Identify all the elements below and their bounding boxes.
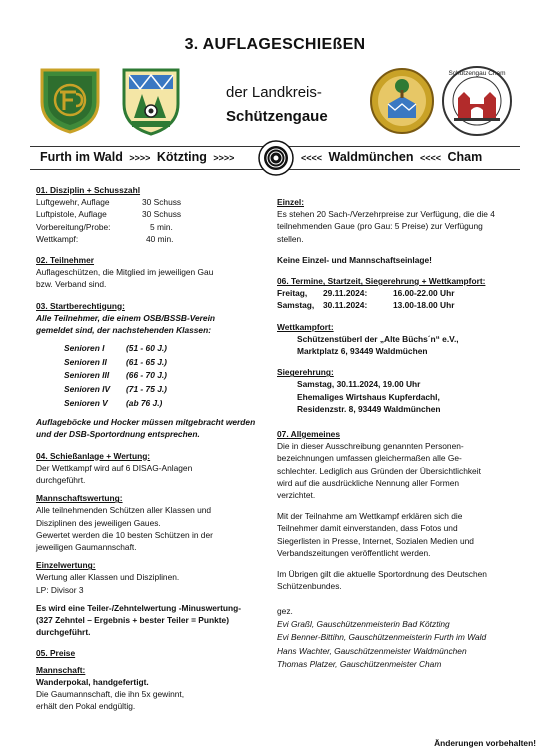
class-row: Senioren I (51 - 60 J.) [64,343,167,354]
single-scoring-line: LP: Divisor 3 [36,584,84,595]
class-row: Senioren V (ab 76 J.) [64,397,163,408]
eligibility-intro: Alle Teilnehmer, die einem OSB/BSSB-Verein [36,312,216,323]
class-row: Senioren II (61 - 65 J.) [64,356,167,367]
team-scoring-line: jeweiligen Gaumannschaft. [36,542,137,553]
left-column [36,184,271,712]
venue-heading: Wettkampfort: [277,321,334,332]
route-arrows-4: <<<< [419,153,441,163]
single-prize-heading: Einzel: [277,197,304,207]
subtitle-line-1: der Landkreis- [226,84,322,101]
koetzting-gau-logo [120,66,182,136]
ceremony-line: Ehemaliges Wirtshaus Kupferdachl, [297,391,440,402]
route-arrows-2: >>>> [213,153,235,163]
signature-line: Evi Benner-Bittihn, Gauschützenmeisterin Furth im Wald [277,632,487,643]
team-scoring-line: Disziplinen des jeweiligen Gaues. [36,517,161,528]
general-p2-line: Mit der Teilnahme am Wettkampf erklären sich die [277,511,463,522]
range-line: durchgeführt. [36,475,86,486]
participants-line: bzw. Verband sind. [36,279,107,290]
discipline-row: Wettkampf: 40 min. [36,233,174,244]
scoring-method-line: (327 Zehntel – Ergebnis + bester Teiler = Punkte) [36,615,230,626]
no-entry-fee-note: Keine Einzel- und Mannschaftseinlage! [277,254,432,265]
section-04-heading: 04. Schießanlage + Wertung: [36,450,151,461]
route-furth: Furth im Wald [40,150,123,164]
general-p1-line: wird auf die ausdrückliche Nennung aller Formen [277,477,460,488]
team-scoring-line: Alle teilnehmenden Schützen aller Klassen und [36,505,212,516]
right-column [277,196,535,671]
equipment-note: und der DSB-Sportordnung entsprechen. [36,429,200,440]
team-scoring-line: Gewertet werden die 10 besten Schützen in der [36,529,213,540]
venue-line: Marktplatz 6, 93449 Waldmüchen [297,346,428,357]
section-03-heading: 03. Startberechtigung: [36,300,125,311]
page-title: 3. AUFLAGESCHIEßEN [184,36,366,53]
route-cham: Cham [447,150,483,164]
single-prize-line: Es stehen 20 Sach-/Verzehrpreise zur Verfügung, die die 4 [277,209,495,220]
class-row: Senioren III (66 - 70 J.) [64,370,167,381]
general-p1-line: Die in dieser Ausschreibung genannten Personen- [277,441,464,452]
subtitle-line-2: Schützengaue [226,108,328,125]
general-p1-line: verzichtet. [277,490,316,501]
single-scoring-heading: Einzelwertung: [36,560,96,571]
team-scoring-heading: Mannschaftswertung: [36,493,123,504]
route-waldmuenchen: Waldmünchen [328,150,414,164]
route-arrows-3: <<<< [301,153,323,163]
section-05-heading: 05. Preise [36,648,76,659]
cham-seal-text: Schützengau Cham [448,70,506,77]
route-arrows-1: >>>> [129,153,151,163]
furth-im-wald-gau-logo [38,66,102,134]
discipline-row: Vorbereitung/Probe: 5 min. [36,221,173,232]
team-prize-heading: Mannschaft: [36,664,86,675]
single-prize-line: stellen. [277,233,304,244]
venue-line: Schützenstüberl der „Alte Büchs´n“ e.V., [297,333,459,344]
changes-reserved-note: Änderungen vorbehalten! [434,738,536,748]
route-left [40,150,234,164]
section-02-heading: 02. Teilnehmer [36,255,95,266]
section-07-heading: 07. Allgemeines [277,429,340,440]
single-scoring-line: Wertung aller Klassen und Disziplinen. [36,572,180,583]
participants-line: Auflageschützen, die Mitglied im jeweiligen Gau [36,267,214,278]
general-p2-line: Siegerlisten in Presse, Internet, Sozialen Medien und [277,535,474,546]
general-p2-line: Verbandszeitungen veröffentlicht werden. [277,547,431,558]
date-row: Freitag, 29.11.2024: 16.00-22.00 Uhr [277,288,455,299]
scoring-method-line: Es wird eine Teiler-/Zehntelwertung -Minuswertung- [36,602,242,613]
ceremony-heading: Siegerehrung: [277,367,334,378]
ceremony-line: Residenzstr. 8, 93449 Waldmünchen [297,403,441,414]
section-01-heading: 01. Disziplin + Schusszahl [36,185,141,195]
cham-gau-seal-logo [440,64,514,138]
general-p3-line: Schützenbundes. [277,581,342,592]
section-06-heading: 06. Termine, Startzeit, Siegerehrung + Wettkampfort: [277,276,486,287]
ceremony-line: Samstag, 30.11.2024, 19.00 Uhr [297,379,421,390]
target-icon [258,140,294,176]
scoring-method-line: durchgeführt. [36,627,91,638]
signature-line: Thomas Platzer, Gauschützenmeister Cham [277,658,442,669]
waldmuenchen-gau-logo [368,66,436,136]
general-p3-line: Im Übrigen gilt die aktuelle Sportordnung des Deutschen [277,569,487,580]
single-prize-line: teilnehmenden Gaue (pro Gau: 5 Preise) zur Verfügung [277,221,483,232]
general-p1-line: schlechter. Lediglich aus Gründen der Übersichtlichkeit [277,465,481,476]
date-row: Samstag, 30.11.2024: 13.00-18.00 Uhr [277,300,455,311]
range-line: Der Wettkampf wird auf 6 DISAG-Anlagen [36,462,193,473]
team-prize-line: erhält den Pokal endgültig. [36,701,136,712]
route-right [301,150,482,164]
general-p2-line: Teilnehmer damit einverstanden, dass Fotos und [277,523,458,534]
general-p1-line: bezeichnungen umfassen gleichermaßen alle Ge- [277,453,462,464]
route-koetzting: Kötzting [156,150,207,164]
team-prize: Wanderpokal, handgefertigt. [36,676,149,687]
discipline-row: Luftgewehr, Auflage 30 Schuss [36,197,182,208]
signature-line: Evi Graßl, Gauschützenmeisterin Bad Kötzting [277,618,450,629]
eligibility-intro: gemeldet sind, der nachstehenden Klassen: [36,325,211,336]
signature-line: Hans Wachter, Gauschützenmeister Waldmünchen [277,645,467,656]
discipline-row: Luftpistole, Auflage 30 Schuss [36,209,182,220]
equipment-note: Auflageböcke und Hocker müssen mitgebracht werden [36,417,256,428]
class-row: Senioren IV (71 - 75 J.) [64,384,167,395]
signed-label: gez. [277,606,293,617]
team-prize-line: Die Gaumannschaft, die ihn 5x gewinnt, [36,689,185,700]
